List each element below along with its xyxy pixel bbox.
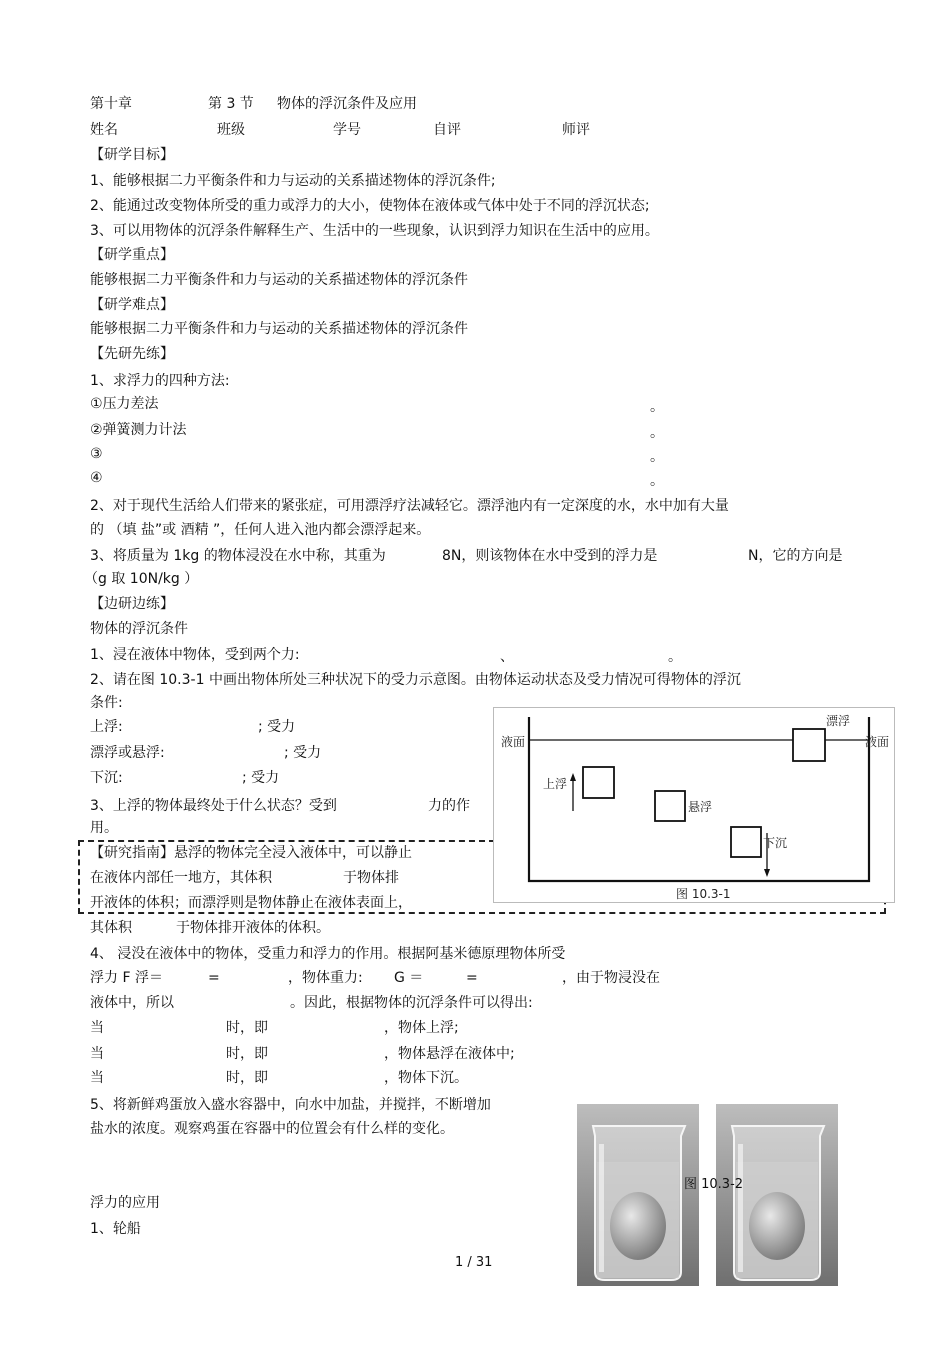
buoyancy-states-diagram bbox=[493, 707, 895, 903]
side-study-heading: 【边研边练】 bbox=[90, 596, 174, 612]
application-item-ship: 1、轮船 bbox=[90, 1221, 141, 1237]
q4-cond-when: 当 bbox=[90, 1070, 104, 1086]
page-title: 物体的浮沉条件及应用 bbox=[277, 96, 417, 112]
pre-study-q1: 1、求浮力的四种方法: bbox=[90, 373, 230, 389]
method-item: ②弹簧测力计法 bbox=[90, 422, 187, 438]
q4-cond-when: 当 bbox=[90, 1046, 104, 1062]
name-label: 姓名 bbox=[90, 122, 118, 138]
method-item: ④ bbox=[90, 470, 103, 486]
q4-line3a: 液体中，所以 bbox=[90, 995, 174, 1011]
goal-item: 3、可以用物体的沉浮条件解释生产、生活中的一些现象，认识到浮力知识在生活中的应用。 bbox=[90, 223, 659, 239]
student-id-label: 学号 bbox=[333, 122, 361, 138]
state-rise-tail: ; 受力 bbox=[258, 719, 296, 735]
class-label: 班级 bbox=[217, 122, 245, 138]
q4-cond-when: 当 bbox=[90, 1020, 104, 1036]
method-item: ③ bbox=[90, 446, 103, 462]
liquid-surface-label-left: 液面 bbox=[501, 735, 526, 749]
side-study-q1-sep: 、 bbox=[500, 649, 514, 665]
pre-study-q3: 3、将质量为 1kg 的物体浸没在水中称，其重为 bbox=[90, 548, 386, 564]
difficulty-text: 能够根据二力平衡条件和力与运动的关系描述物体的浮沉条件 bbox=[90, 321, 468, 337]
key-point-heading: 【研学重点】 bbox=[90, 247, 174, 263]
guide-line4b: 于物体排开液体的体积。 bbox=[176, 920, 330, 936]
figure-2-caption: 图 10.3-2 bbox=[684, 1177, 744, 1192]
side-study-q2-line2: 条件: bbox=[90, 695, 123, 711]
guide-line2a: 在液体内部任一地方，其体积 bbox=[90, 870, 272, 886]
egg-beaker-photo-right bbox=[716, 1104, 838, 1286]
q4-gravity-label: ，物体重力: bbox=[288, 970, 363, 986]
q5-line2: 盐水的浓度。观察鸡蛋在容器中的位置会有什么样的变化。 bbox=[90, 1121, 454, 1137]
rise-label: 上浮 bbox=[543, 777, 568, 791]
goal-item: 2、能通过改变物体所受的重力或浮力的大小，使物体在液体或气体中处于不同的浮沉状态; bbox=[90, 198, 650, 214]
state-sink-label: 下沉: bbox=[90, 770, 123, 786]
key-point-text: 能够根据二力平衡条件和力与运动的关系描述物体的浮沉条件 bbox=[90, 272, 468, 288]
side-study-q1-end: 。 bbox=[668, 649, 682, 665]
sink-label: 下沉 bbox=[763, 836, 788, 850]
state-float-tail: ; 受力 bbox=[284, 745, 322, 761]
q4-cond-end: ，物体下沉。 bbox=[384, 1070, 468, 1086]
teacher-eval-label: 师评 bbox=[562, 122, 590, 138]
application-heading: 浮力的应用 bbox=[90, 1195, 160, 1211]
pre-study-q2-line2: 的 （填 盐”或 酒精 ”，任何人进入池内都会漂浮起来。 bbox=[90, 522, 431, 538]
chapter-label: 第十章 bbox=[90, 96, 132, 112]
q4-eq2: = bbox=[466, 970, 478, 986]
goal-item: 1、能够根据二力平衡条件和力与运动的关系描述物体的浮沉条件; bbox=[90, 173, 496, 189]
side-study-q3: 3、上浮的物体最终处于什么状态？受到 bbox=[90, 798, 337, 814]
q4-line1: 4、 浸没在液体中的物体，受重力和浮力的作用。根据阿基米德原理物体所受 bbox=[90, 946, 566, 962]
method-end: 。 bbox=[650, 425, 664, 441]
state-float-label: 漂浮或悬浮: bbox=[90, 745, 165, 761]
pre-study-q3-line2: （g 取 10N/kg ） bbox=[84, 571, 199, 587]
state-rise-label: 上浮: bbox=[90, 719, 123, 735]
method-end: 。 bbox=[650, 399, 664, 415]
pre-study-q2: 2、对于现代生活给人们带来的紧张症，可用漂浮疗法减轻它。漂浮池内有一定深度的水，水中加有大量 bbox=[90, 498, 729, 514]
pre-study-q3-c: N，它的方向是 bbox=[748, 548, 843, 564]
q4-cond-mid: 时，即 bbox=[226, 1046, 268, 1062]
suspend-label: 悬浮 bbox=[688, 800, 713, 814]
q5-line1: 5、将新鲜鸡蛋放入盛水容器中，向水中加盐，并搅拌，不断增加 bbox=[90, 1097, 491, 1113]
guide-line2b: 于物体排 bbox=[343, 870, 399, 886]
side-study-q3-force: 力的作 bbox=[428, 798, 470, 814]
q4-cond-mid: 时，即 bbox=[226, 1070, 268, 1086]
method-item: ①压力差法 bbox=[90, 396, 159, 412]
section-label: 第 3 节 bbox=[208, 96, 254, 112]
difficulty-heading: 【研学难点】 bbox=[90, 297, 174, 313]
liquid-surface-label-right: 液面 bbox=[865, 735, 890, 749]
q4-buoyancy: 浮力 F 浮＝ bbox=[90, 970, 163, 986]
goals-heading: 【研学目标】 bbox=[90, 147, 174, 163]
guide-line3: 开液体的体积；而漂浮则是物体静止在液体表面上， bbox=[90, 895, 412, 911]
method-end: 。 bbox=[650, 473, 664, 489]
pre-study-heading: 【先研先练】 bbox=[90, 346, 174, 362]
side-study-subheading: 物体的浮沉条件 bbox=[90, 621, 188, 637]
pre-study-q3-b: 8N，则该物体在水中受到的浮力是 bbox=[442, 548, 658, 564]
figure-1-caption: 图 10.3-1 bbox=[676, 887, 731, 901]
side-study-q2: 2、请在图 10.3-1 中画出物体所处三种状况下的受力示意图。由物体运动状态及受力情况可得物体的浮沉 bbox=[90, 672, 741, 688]
guide-line4a: 其体积 bbox=[90, 920, 132, 936]
q4-cond-mid: 时，即 bbox=[226, 1020, 268, 1036]
self-eval-label: 自评 bbox=[433, 122, 461, 138]
q4-line3b: 。因此，根据物体的沉浮条件可以得出: bbox=[290, 995, 533, 1011]
side-study-q3-line2: 用。 bbox=[90, 820, 118, 836]
egg-beaker-photo-left bbox=[577, 1104, 699, 1286]
float-label: 漂浮 bbox=[826, 714, 851, 728]
q4-eq: = bbox=[208, 970, 220, 986]
q4-gravity-eq: G ＝ bbox=[394, 970, 424, 986]
q4-cond-end: ，物体悬浮在液体中; bbox=[384, 1046, 515, 1062]
state-sink-tail: ; 受力 bbox=[242, 770, 280, 786]
q4-cond-end: ，物体上浮; bbox=[384, 1020, 459, 1036]
page-number: 1 / 31 bbox=[455, 1255, 493, 1270]
side-study-q1: 1、浸在液体中物体，受到两个力: bbox=[90, 647, 300, 663]
method-end: 。 bbox=[650, 449, 664, 465]
q4-line2c: ，由于物浸没在 bbox=[562, 970, 660, 986]
guide-line1: 【研究指南】悬浮的物体完全浸入液体中，可以静止 bbox=[90, 845, 412, 861]
